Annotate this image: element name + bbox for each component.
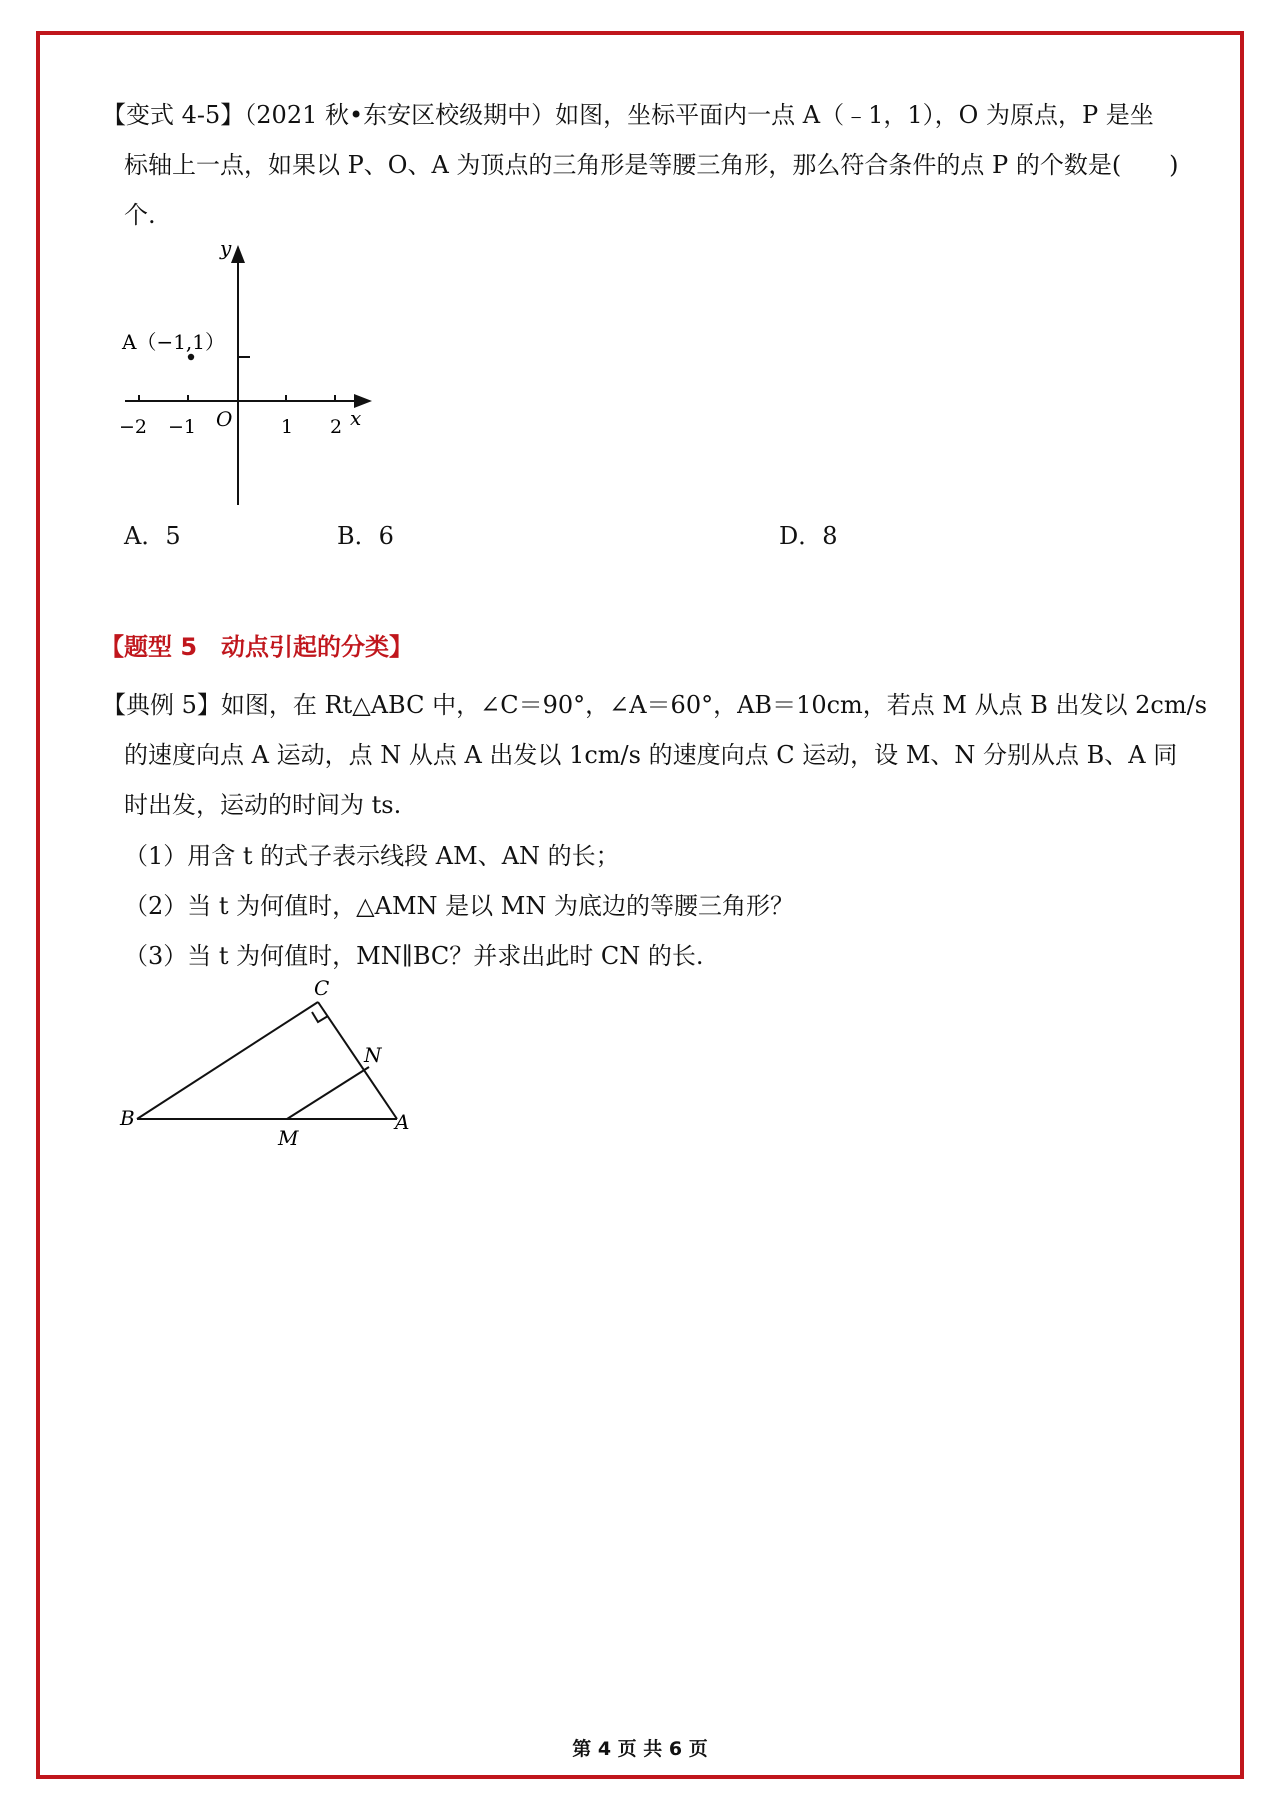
option-a: A．5 <box>124 522 181 550</box>
y-axis-arrow <box>231 245 245 263</box>
side-bc <box>137 1002 318 1119</box>
question-2: （2）当 t 为何值时，△AMN 是以 MN 为底边的等腰三角形？ <box>124 892 794 920</box>
point-a <box>188 354 194 360</box>
page-footer: 第 4 页 共 6 页 <box>572 1738 708 1760</box>
segment-mn <box>287 1067 369 1119</box>
option-b: B．6 <box>337 522 394 550</box>
x-axis-label: x <box>350 406 362 430</box>
label-a: A <box>395 1110 410 1134</box>
label-m: M <box>278 1126 299 1150</box>
coordinate-figure <box>110 235 380 515</box>
option-d: D．8 <box>779 522 838 550</box>
tick-label-neg2: −2 <box>119 416 148 438</box>
example-line-1: 【典例 5】如图，在 Rt△ABC 中，∠C＝90°，∠A＝60°，AB＝10cm，若点 M 从点 B 出发以 2cm/s <box>102 691 1208 719</box>
point-a-label: A（−1,1） <box>122 330 226 354</box>
side-ca <box>318 1002 397 1119</box>
variant-line-1: 【变式 4-5】（2021 秋•东安区校级期中）如图，坐标平面内一点 A（﹣1，1），O 为原点，P 是坐 <box>102 101 1154 129</box>
variant-line-2: 标轴上一点，如果以 P、O、A 为顶点的三角形是等腰三角形，那么符合条件的点 P 的个数是( ) <box>124 151 1179 179</box>
variant-line-3: 个. <box>124 201 156 229</box>
example-line-3: 时出发，运动的时间为 ts. <box>124 791 402 819</box>
label-n: N <box>364 1043 382 1067</box>
section-heading: 【题型 5 动点引起的分类】 <box>100 633 414 661</box>
y-axis-label: y <box>220 236 232 260</box>
origin-label: O <box>216 407 233 431</box>
label-c: C <box>314 976 330 1000</box>
question-3: （3）当 t 为何值时，MN∥BC？并求出此时 CN 的长. <box>124 942 704 970</box>
tick-label-1: 1 <box>281 416 294 438</box>
triangle-figure <box>110 975 430 1150</box>
tick-label-2: 2 <box>330 416 343 438</box>
example-line-2: 的速度向点 A 运动，点 N 从点 A 出发以 1cm/s 的速度向点 C 运动，设 M、N 分别从点 B、A 同 <box>124 741 1178 769</box>
label-b: B <box>120 1106 135 1130</box>
tick-label-neg1: −1 <box>168 416 197 438</box>
question-1: （1）用含 t 的式子表示线段 AM、AN 的长； <box>124 842 620 870</box>
